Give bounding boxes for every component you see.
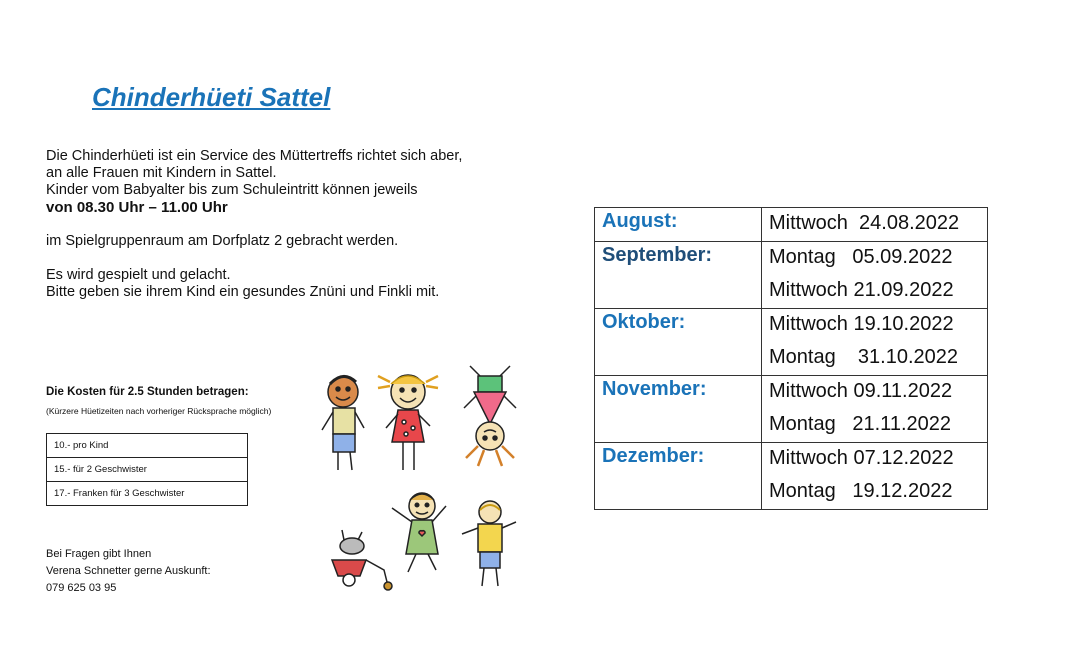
month-cell: Oktober: xyxy=(595,309,762,376)
date-entry: Montag 21.11.2022 xyxy=(769,413,951,435)
price-table xyxy=(46,433,248,506)
page-title: Chinderhüeti Sattel xyxy=(92,82,331,112)
date-entry: Montag 05.09.2022 xyxy=(769,246,953,268)
contact-info xyxy=(46,546,211,597)
schedule-row xyxy=(595,309,988,376)
intro-line-3: Kinder vom Babyalter bis zum Schuleintritt können jeweils xyxy=(46,182,418,198)
date-entry: Mittwoch 19.10.2022 xyxy=(769,313,954,335)
boy-figure xyxy=(322,376,364,470)
dates-cell xyxy=(762,309,988,376)
contact-line-2: Verena Schnetter gerne Auskunft: xyxy=(46,565,211,577)
dates-cell xyxy=(762,443,988,510)
schedule-row xyxy=(595,376,988,443)
location-text: im Spielgruppenraum am Dorfplatz 2 gebracht werden. xyxy=(46,233,399,249)
schedule-row xyxy=(595,242,988,309)
play-line-2: Bitte geben sie ihrem Kind ein gesundes Znüni und Finkli mit. xyxy=(46,284,440,300)
price-cell: 15.- für 2 Geschwister xyxy=(47,458,248,482)
date-entry: Montag 19.12.2022 xyxy=(769,480,953,502)
date-entry: Mittwoch 21.09.2022 xyxy=(769,279,954,301)
date-entry: Mittwoch 07.12.2022 xyxy=(769,447,954,469)
month-cell: November: xyxy=(595,376,762,443)
costs-title: Die Kosten für 2.5 Stunden betragen: xyxy=(46,386,249,398)
dog-wheelbarrow-figure xyxy=(332,530,392,590)
play-line-1: Es wird gespielt und gelacht. xyxy=(46,267,231,283)
costs-note: (Kürzere Hüetizeiten nach vorheriger Rücksprache möglich) xyxy=(46,406,272,416)
month-cell: August: xyxy=(595,208,762,242)
contact-line-1: Bei Fragen gibt Ihnen xyxy=(46,548,152,560)
dates-cell xyxy=(762,376,988,443)
month-cell: Dezember: xyxy=(595,443,762,510)
waving-girl-figure xyxy=(392,493,446,572)
price-cell: 10.- pro Kind xyxy=(47,434,248,458)
date-entry: Montag 31.10.2022 xyxy=(769,346,959,368)
contact-phone: 079 625 03 95 xyxy=(46,582,117,594)
schedule-row xyxy=(595,443,988,510)
opening-time: von 08.30 Uhr – 11.00 Uhr xyxy=(46,199,228,216)
children-illustration-top xyxy=(318,362,530,474)
intro-line-1: Die Chinderhüeti ist ein Service des Müttertreffs richtet sich aber, xyxy=(46,148,463,164)
dates-cell xyxy=(762,208,988,242)
intro-line-2: an alle Frauen mit Kindern in Sattel. xyxy=(46,165,277,181)
dates-cell xyxy=(762,242,988,309)
schedule-table xyxy=(594,207,988,510)
upside-down-kid-figure xyxy=(464,366,516,466)
intro-text xyxy=(46,148,516,301)
price-row xyxy=(47,434,248,458)
boy-yellow-shirt-figure xyxy=(462,501,516,586)
girl-figure xyxy=(378,375,438,470)
price-row xyxy=(47,458,248,482)
date-entry: Mittwoch 24.08.2022 xyxy=(769,212,960,234)
date-entry: Mittwoch 09.11.2022 xyxy=(769,380,953,402)
children-illustration-bottom xyxy=(318,488,530,592)
price-cell: 17.- Franken für 3 Geschwister xyxy=(47,482,248,506)
price-row xyxy=(47,482,248,506)
month-cell: September: xyxy=(595,242,762,309)
schedule-row xyxy=(595,208,988,242)
